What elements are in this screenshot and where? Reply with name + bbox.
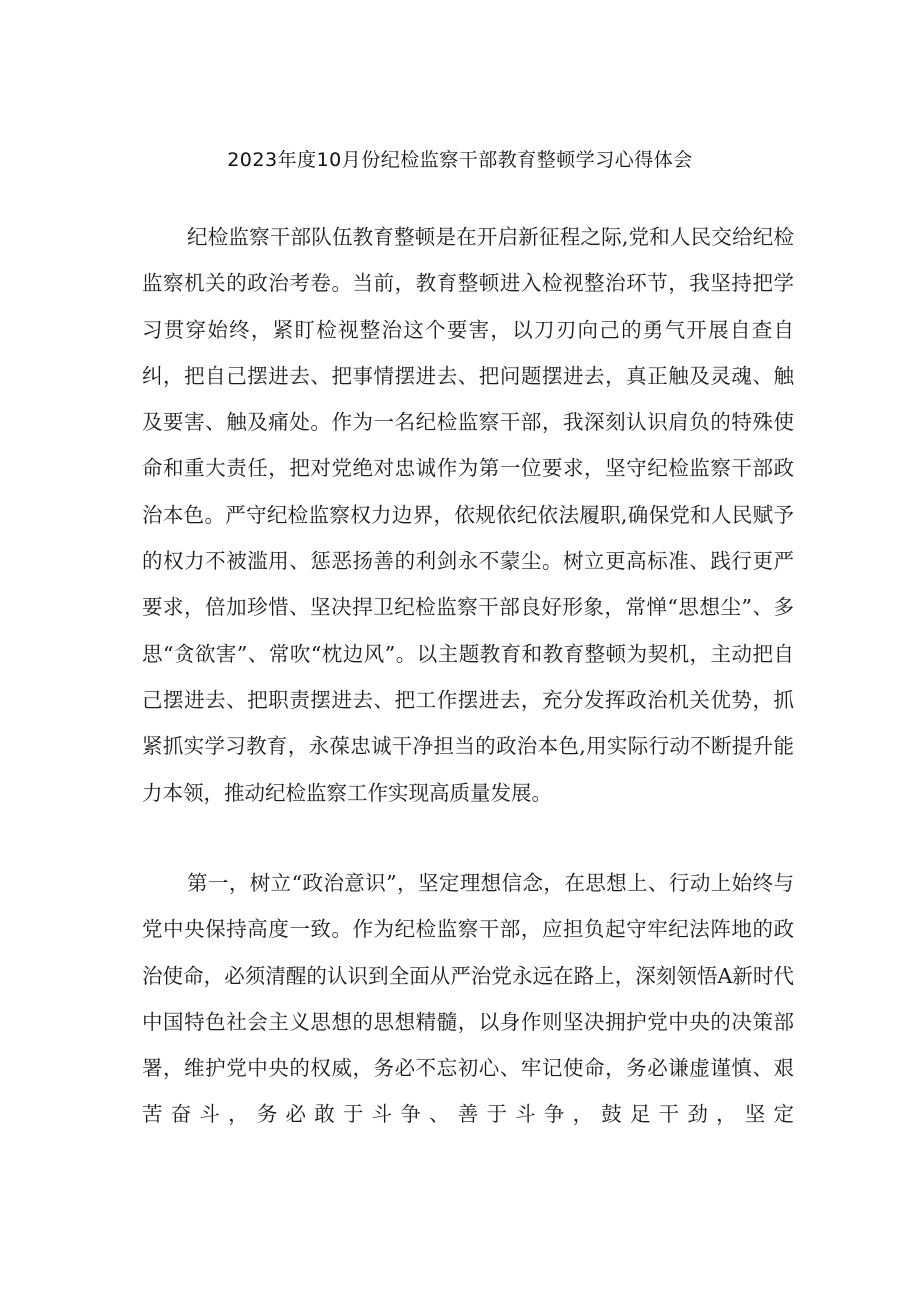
document-title: 2023年度10月份纪检监察干部教育整顿学习心得体会 — [227, 149, 693, 171]
body-paragraph-2: 第一，树立“政治意识”，坚定理想信念，在思想上、行动上始终与党中央保持高度一致。作为纪检监察干部，应担负起守牢纪法阵地的政治使命，必须清醒的认识到全面从严治党永远在路上，深刻领悟A新时代中国特色社会主义思想的思想精髓，以身作则坚决拥护党中央的决策部署，维护党中央的权威，务必不忘初心、牢记使命，务必谦虚谨慎、艰苦奋斗，务必敢于斗争、善于斗争，鼓足干劲，坚定 — [142, 871, 794, 1127]
body-paragraph-1: 纪检监察干部队伍教育整顿是在开启新征程之际,党和人民交给纪检监察机关的政治考卷。当前，教育整顿进入检视整治环节，我坚持把学习贯穿始终，紧盯检视整治这个要害，以刀刃向己的勇气开展自查自纠，把自己摆进去、把事情摆进去、把问题摆进去，真正触及灵魂、触及要害、触及痛处。作为一名纪检监察干部，我深刻认识肩负的特殊使命和重大责任，把对党绝对忠诚作为第一位要求，坚守纪检监察干部政治本色。严守纪检监察权力边界，依规依纪依法履职,确保党和人民赋予的权力不被滥用、惩恶扬善的利剑永不蒙尘。树立更高标准、践行更严要求，倍加珍惜、坚决捍卫纪检监察干部良好形象，常惮“思想尘”、多思“贪欲害”、常吹“枕边风”。以主题教育和教育整顿为契机，主动把自己摆进去、把职责摆进去、把工作摆进去，充分发挥政治机关优势，抓紧抓实学习教育，永葆忠诚干净担当的政治本色,用实际行动不断提升能力本领，推动纪检监察工作实现高质量发展。 — [142, 225, 794, 805]
